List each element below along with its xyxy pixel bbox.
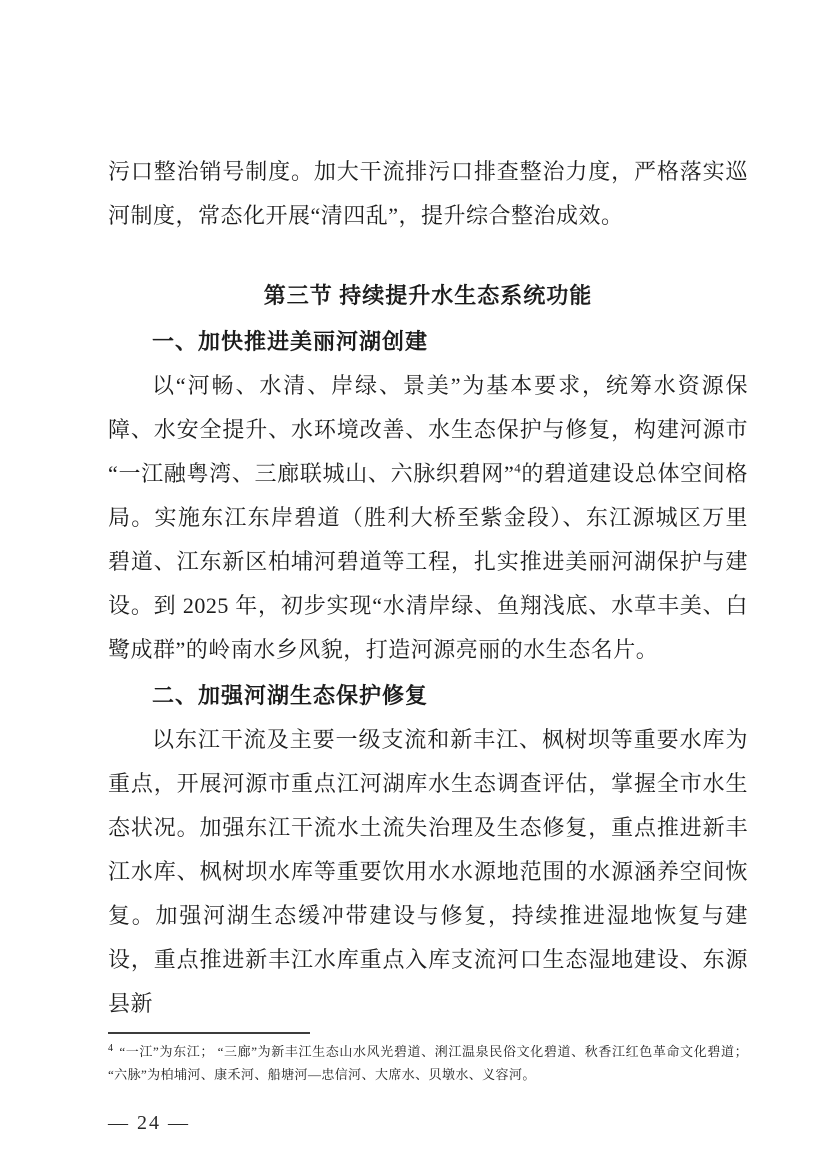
- paragraph-1: [108, 364, 748, 672]
- paragraph-2: 以东江干流及主要一级支流和新丰江、枫树坝等重要水库为重点，开展河源市重点江河湖库水生态调查评估，掌握全市水生态状况。加强东江干流水土流失治理及生态修复，重点推进新丰江水库、枫树坝水库等重要饮用水水源地范围的水源涵养空间恢复。加强河湖生态缓冲带建设与修复，持续推进湿地恢复与建设，重点推进新丰江水库重点入库支流河口生态湿地建设、东源县新: [108, 727, 748, 1016]
- footnote-marker: 4: [108, 1042, 114, 1054]
- footnote-text: “一江”为东江； “三廊”为新丰江生态山水风光碧道、浰江温泉民俗文化碧道、秋香江红色革命文化碧道；“六脉”为柏埔河、康禾河、船塘河—忠信河、大席水、贝墩水、义容河。: [108, 1044, 748, 1082]
- footnote-divider: [108, 1032, 310, 1034]
- footnote-block: [108, 1032, 748, 1086]
- subheading-1: 一、加快推进美丽河湖创建: [152, 329, 429, 354]
- paragraph-1-text-after-ref: 的碧道建设总体空间格局。实施东江东岸碧道（胜利大桥至紫金段）、东江源城区万里碧道、江东新区柏埔河碧道等工程，扎实推进美丽河湖保护与建设。到 2025 年，初步实现“水清岸绿、鱼翔浅底、水草丰美、白鹭成群”的岭南水乡风貌，打造河源亮丽的水生态名片。: [108, 461, 748, 662]
- subheading-2: 二、加强河湖生态保护修复: [152, 683, 429, 708]
- footnote-reference-4: 4: [514, 460, 522, 476]
- paragraph-1-text-before-ref: 以“河畅、水清、岸绿、景美”为基本要求，统筹水资源保障、水安全提升、水环境改善、水生态保护与修复，构建河源市“一江融粤湾、三廊联城山、六脉织碧网”: [108, 373, 748, 486]
- continuation-paragraph: 污口整治销号制度。加大干流排污口排查整治力度，严格落实巡河制度，常态化开展“清四乱”，提升综合整治成效。: [108, 159, 748, 228]
- footnote: [108, 1040, 748, 1086]
- section-heading: 第三节 持续提升水生态系统功能: [263, 283, 593, 308]
- page-number: — 24 —: [108, 1112, 190, 1134]
